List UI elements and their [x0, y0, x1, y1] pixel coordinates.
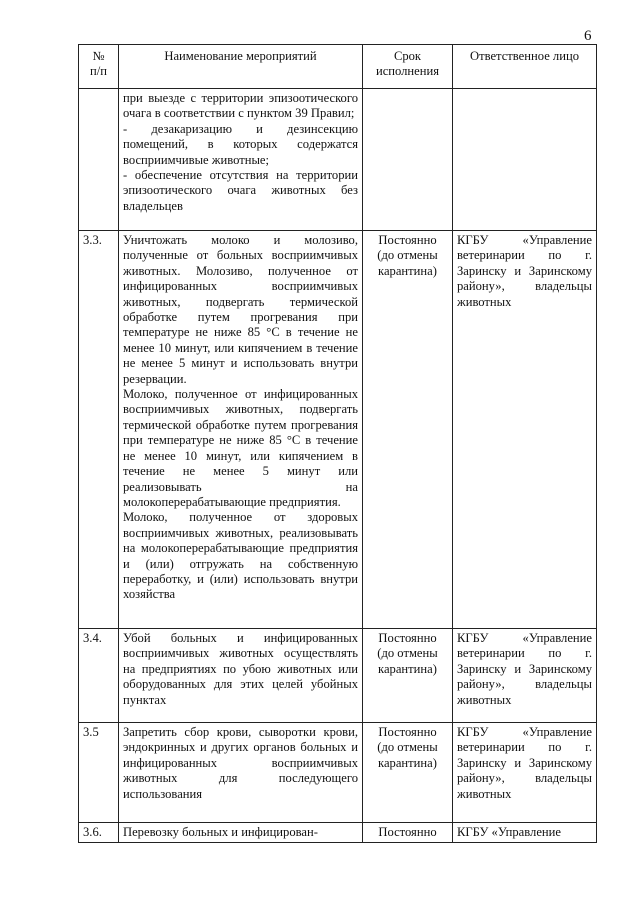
header-responsible: Ответственное лицо: [453, 45, 597, 89]
row-responsible: КГБУ «Управление: [453, 823, 597, 843]
table-row: [79, 629, 597, 723]
row-number: [79, 89, 119, 231]
row-description: Запретить сбор крови, сыворотки крови, эндокринных и других органов больных и инфицированных восприимчивых животных для последующего использования: [119, 723, 363, 823]
table-row: [79, 723, 597, 823]
page-number: 6: [584, 28, 592, 44]
row-description: при выезде с территории эпизоотического очага в соответствии с пунктом 39 Правил; - дезакаризацию и дезинсекцию помещений, в которых содержатся восприимчивые животные; - обеспечение отсутствия на территории эпизоотического очага животных без владельцев: [119, 89, 363, 231]
row-number: 3.6.: [79, 823, 119, 843]
table-header-row: [79, 45, 597, 89]
table-row: [79, 89, 597, 231]
header-number: № п/п: [79, 45, 119, 89]
row-term: Постоянно (до отмены карантина): [363, 629, 453, 723]
measures-table: [78, 44, 597, 843]
row-term: Постоянно (до отмены карантина): [363, 723, 453, 823]
row-term: Постоянно: [363, 823, 453, 843]
row-description: Перевозку больных и инфицирован-: [119, 823, 363, 843]
row-responsible: КГБУ «Управление ветеринарии по г. Заринску и Заринскому району», владельцы животных: [453, 231, 597, 629]
row-term: Постоянно (до отмены карантина): [363, 231, 453, 629]
row-responsible: КГБУ «Управление ветеринарии по г. Заринску и Заринскому району», владельцы животных: [453, 723, 597, 823]
row-responsible: [453, 89, 597, 231]
row-term: [363, 89, 453, 231]
row-number: 3.5: [79, 723, 119, 823]
row-description: Уничтожать молоко и молозиво, полученные от больных восприимчивых животных. Молозиво, полученное от инфицированных восприимчивых животных, подвергать термической обработке путем прогревания при температуре не ниже 85 °С в течение не менее 10 минут, или кипячением в течение не менее 5 минут и использовать внутри резервации. Молоко, полученное от инфицированных восприимчивых животных, подвергать термической обработке путем прогревания при температуре не ниже 85 °С в течение не менее 10 минут, или кипячением в течение не менее 5 минут или реализовывать на молокоперерабатывающие предприятия. Молоко, полученное от здоровых восприимчивых животных, реализовывать на молокоперерабатывающие предприятия и (или) отгружать на собственную переработку, и (или) использовать внутри хозяйства: [119, 231, 363, 629]
row-number: 3.4.: [79, 629, 119, 723]
row-description: Убой больных и инфицированных восприимчивых животных осуществлять на предприятиях по убою животных или оборудованных для этих целей убойных пунктах: [119, 629, 363, 723]
row-number: 3.3.: [79, 231, 119, 629]
table-row: [79, 231, 597, 629]
table-row: [79, 823, 597, 843]
header-term: Срок исполнения: [363, 45, 453, 89]
row-responsible: КГБУ «Управление ветеринарии по г. Заринску и Заринскому району», владельцы животных: [453, 629, 597, 723]
header-name: Наименование мероприятий: [119, 45, 363, 89]
